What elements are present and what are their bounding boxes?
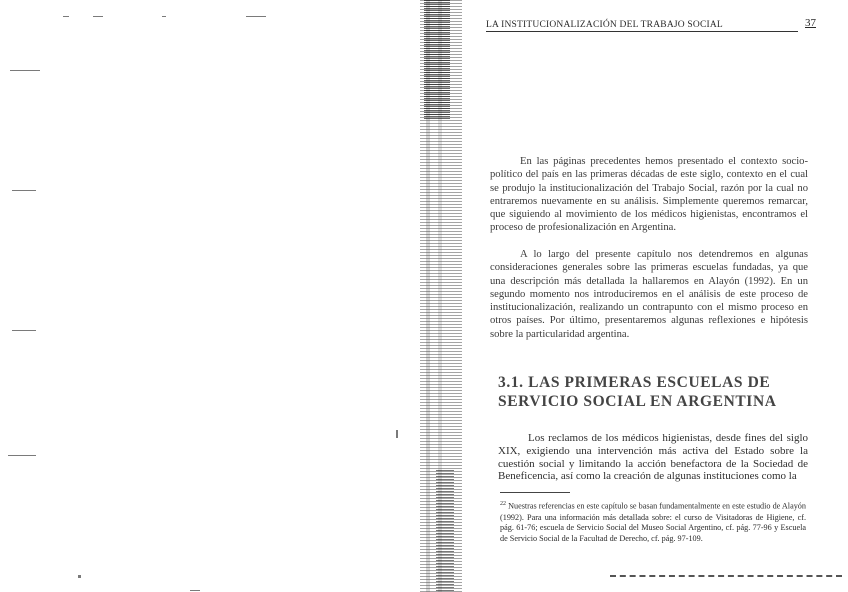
scan-speck bbox=[190, 590, 200, 591]
gutter-shadow-bottom bbox=[436, 470, 454, 592]
scan-speck bbox=[246, 16, 266, 17]
section-title: 3.1. LAS PRIMERAS ESCUELAS DE SERVICIO SOCIAL EN ARGENTINA bbox=[498, 374, 777, 410]
scan-speck bbox=[12, 190, 36, 191]
page-number: 37 bbox=[805, 17, 816, 29]
scan-speck bbox=[78, 575, 81, 578]
scan-speck bbox=[10, 70, 40, 71]
right-page bbox=[470, 0, 840, 592]
footnote-text: Nuestras referencias en este capítulo se basan fundamentalmente en este estudio de Alayón (1992). Para una información más detallada sobre: el curso de Visitadoras de Higiene, cf. pág. 61-76; escuela de Servicio Social del Museo Social Argentino, cf. pág. 77-96 y Escuela de Servicio Social de la Facultad de Derecho, cf. pág. 97-109. bbox=[500, 501, 806, 544]
gutter-shadow-top bbox=[424, 0, 450, 120]
paragraph-outline bbox=[490, 248, 808, 341]
scan-speck bbox=[12, 330, 36, 331]
footnote-rule bbox=[500, 492, 570, 493]
footnote-number: 22 bbox=[500, 501, 506, 507]
footnote bbox=[500, 499, 806, 545]
scan-speck bbox=[8, 455, 36, 456]
scan-speck bbox=[396, 430, 398, 438]
scan-speck bbox=[162, 16, 166, 17]
scan-edge-line bbox=[610, 575, 842, 577]
running-head: LA INSTITUCIONALIZACIÓN DEL TRABAJO SOCIAL bbox=[486, 20, 798, 32]
scan-speck bbox=[63, 16, 69, 17]
paragraph-outline-text: A lo largo del presente capítulo nos detendremos en algunas consideraciones generales sobre las primeras escuelas fundadas, ya que una descripción más detallada la hallaremos en Alayón (1992). En un segundo momento nos introduciremos en el análisis de este proceso de institucionalización, realizando un contrapunto con el mismo proceso en otros países. Por último, presentaremos algunas reflexiones e hipótesis sobre la particularidad argentina. bbox=[490, 249, 808, 340]
paragraph-context: En las páginas precedentes hemos presentado el contexto socio-político del país en las primeras décadas de este siglo, contexto en el cual se produjo la institucionalización del Trabajo Social, razón por la cual no entraremos nuevamente en su análisis. Simplemente queremos remarcar, que siguiendo al movimiento de los médicos higienistas, encontramos el proceso de profesionalización en Argentina. bbox=[490, 156, 808, 234]
scan-speck bbox=[93, 16, 103, 17]
section-paragraph: Los reclamos de los médicos higienistas, desde fines del siglo XIX, exigiendo una intervención más activa del Estado sobre la cuestión social y limitando la acción benefactora de la Sociedad de Beneficencia, así como la creación de algunas instituciones como la bbox=[498, 432, 808, 483]
